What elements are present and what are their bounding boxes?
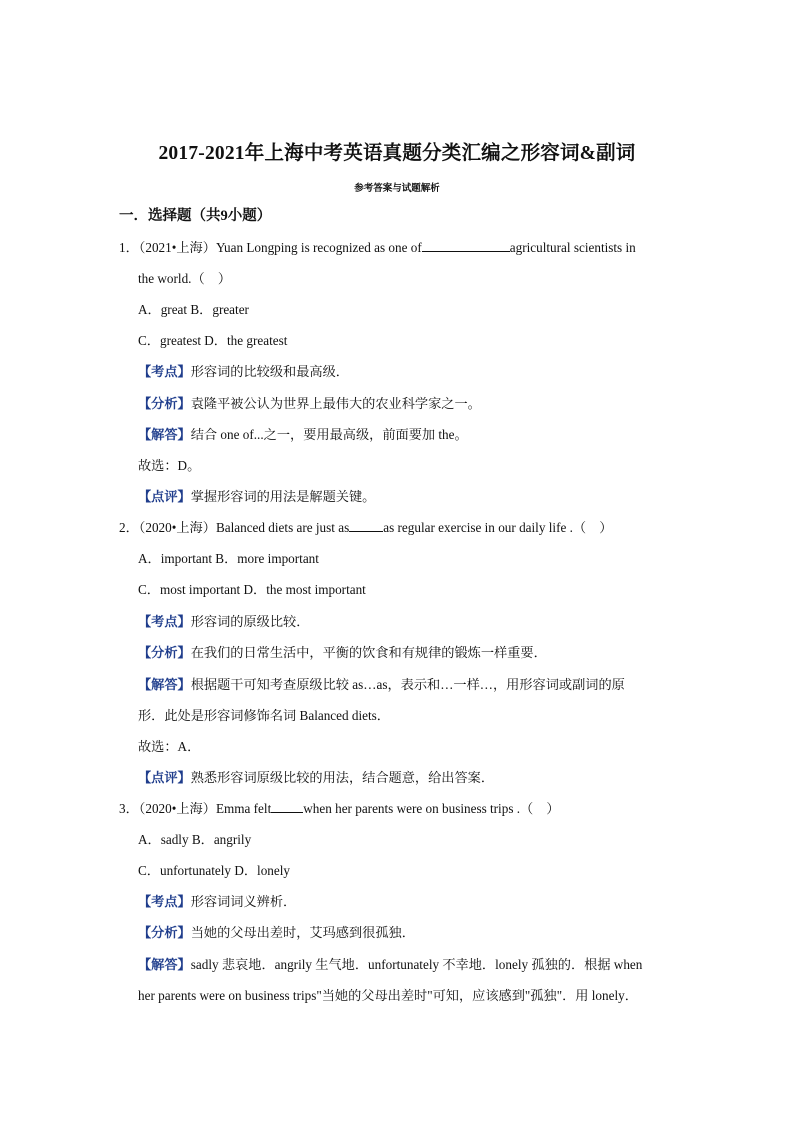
question-2-stem <box>119 519 612 537</box>
document-subtitle: 参考答案与试题解析 <box>354 184 440 194</box>
stem-text: as regular exercise in our daily life .（ ） <box>383 520 613 535</box>
question-2-kaodian <box>138 613 309 631</box>
kaodian-text: 形容词的比较级和最高级． <box>190 364 349 379</box>
kaodian-tag: 【考点】 <box>138 614 191 629</box>
section-heading: 一．选择题（共9小题） <box>119 208 272 224</box>
question-3-options-ab: A．sadly B．angrily <box>138 832 252 847</box>
question-2-jieda <box>138 676 625 694</box>
question-2-options-ab: A．important B．more important <box>138 551 319 566</box>
question-3-stem <box>119 800 560 818</box>
question-1-options-cd: C．greatest D．the greatest <box>138 333 288 348</box>
question-source: （2020•上海） <box>138 520 216 535</box>
stem-text: Balanced diets are just as <box>215 520 350 535</box>
jieda-tag: 【解答】 <box>138 677 191 692</box>
question-1-options-ab: A．great B．greater <box>138 302 249 317</box>
kaodian-text: 形容词的原级比较． <box>190 614 310 629</box>
kaodian-text: 形容词词义辨析． <box>190 894 297 909</box>
question-3-fenxi <box>138 924 415 942</box>
fenxi-text: 当她的父母出差时，艾玛感到很孤独． <box>190 925 415 940</box>
question-2-fenxi <box>138 644 547 662</box>
question-1-stem-line2: the world.（ ） <box>138 271 232 286</box>
kaodian-tag: 【考点】 <box>138 894 191 909</box>
question-3-jieda-line2: her parents were on business trips"当她的父母出差时"可知，应该感到"孤独"．用 lonely． <box>138 988 638 1003</box>
answer-blank <box>349 519 383 532</box>
question-number: 2． <box>119 520 139 535</box>
question-1-dianping <box>138 488 375 506</box>
question-3-kaodian <box>138 893 296 911</box>
question-1-choice: 故选：D。 <box>138 458 201 473</box>
dianping-text: 熟悉形容词原级比较的用法，结合题意，给出答案． <box>190 770 495 785</box>
question-2-jieda-line2: 形．此处是形容词修饰名词 Balanced diets． <box>138 708 390 723</box>
question-source: （2021•上海） <box>138 240 216 255</box>
stem-text: Yuan Longping is recognized as one of <box>215 240 422 255</box>
dianping-tag: 【点评】 <box>138 489 191 504</box>
question-2-choice: 故选：A． <box>138 739 201 754</box>
question-1-kaodian <box>138 363 349 381</box>
question-number: 1． <box>119 240 139 255</box>
fenxi-text: 在我们的日常生活中，平衡的饮食和有规律的锻炼一样重要． <box>190 645 547 660</box>
question-source: （2020•上海） <box>138 801 216 816</box>
question-1-jieda <box>138 426 468 444</box>
question-3-options-cd: C．unfortunately D．lonely <box>138 863 290 878</box>
question-number: 3． <box>119 801 139 816</box>
jieda-tag: 【解答】 <box>138 427 191 442</box>
jieda-text: sadly 悲哀地．angrily 生气地．unfortunately 不幸地．lonely 孤独的．根据 when <box>190 957 643 972</box>
jieda-text: 根据题干可知考查原级比较 as…as，表示和…一样…，用形容词或副词的原 <box>190 677 625 692</box>
question-1-fenxi <box>138 395 481 413</box>
stem-text: Emma felt <box>215 801 272 816</box>
question-1-stem <box>119 239 675 257</box>
question-2-options-cd: C．most important D．the most important <box>138 582 366 597</box>
fenxi-tag: 【分析】 <box>138 645 191 660</box>
stem-text: agricultural scientists in <box>509 240 636 255</box>
jieda-tag: 【解答】 <box>138 957 191 972</box>
fenxi-tag: 【分析】 <box>138 925 191 940</box>
question-2-dianping <box>138 769 494 787</box>
stem-text: when her parents were on business trips .（ ） <box>303 801 560 816</box>
jieda-text: 结合 one of...之一，要用最高级，前面要加 the。 <box>190 427 468 442</box>
answer-blank <box>422 239 510 252</box>
document-title: 2017-2021年上海中考英语真题分类汇编之形容词&副词 <box>158 143 636 164</box>
fenxi-tag: 【分析】 <box>138 396 191 411</box>
dianping-tag: 【点评】 <box>138 770 191 785</box>
answer-blank <box>271 800 303 813</box>
kaodian-tag: 【考点】 <box>138 364 191 379</box>
fenxi-text: 袁隆平被公认为世界上最伟大的农业科学家之一。 <box>190 396 481 411</box>
dianping-text: 掌握形容词的用法是解题关键。 <box>190 489 376 504</box>
question-3-jieda <box>138 956 642 974</box>
